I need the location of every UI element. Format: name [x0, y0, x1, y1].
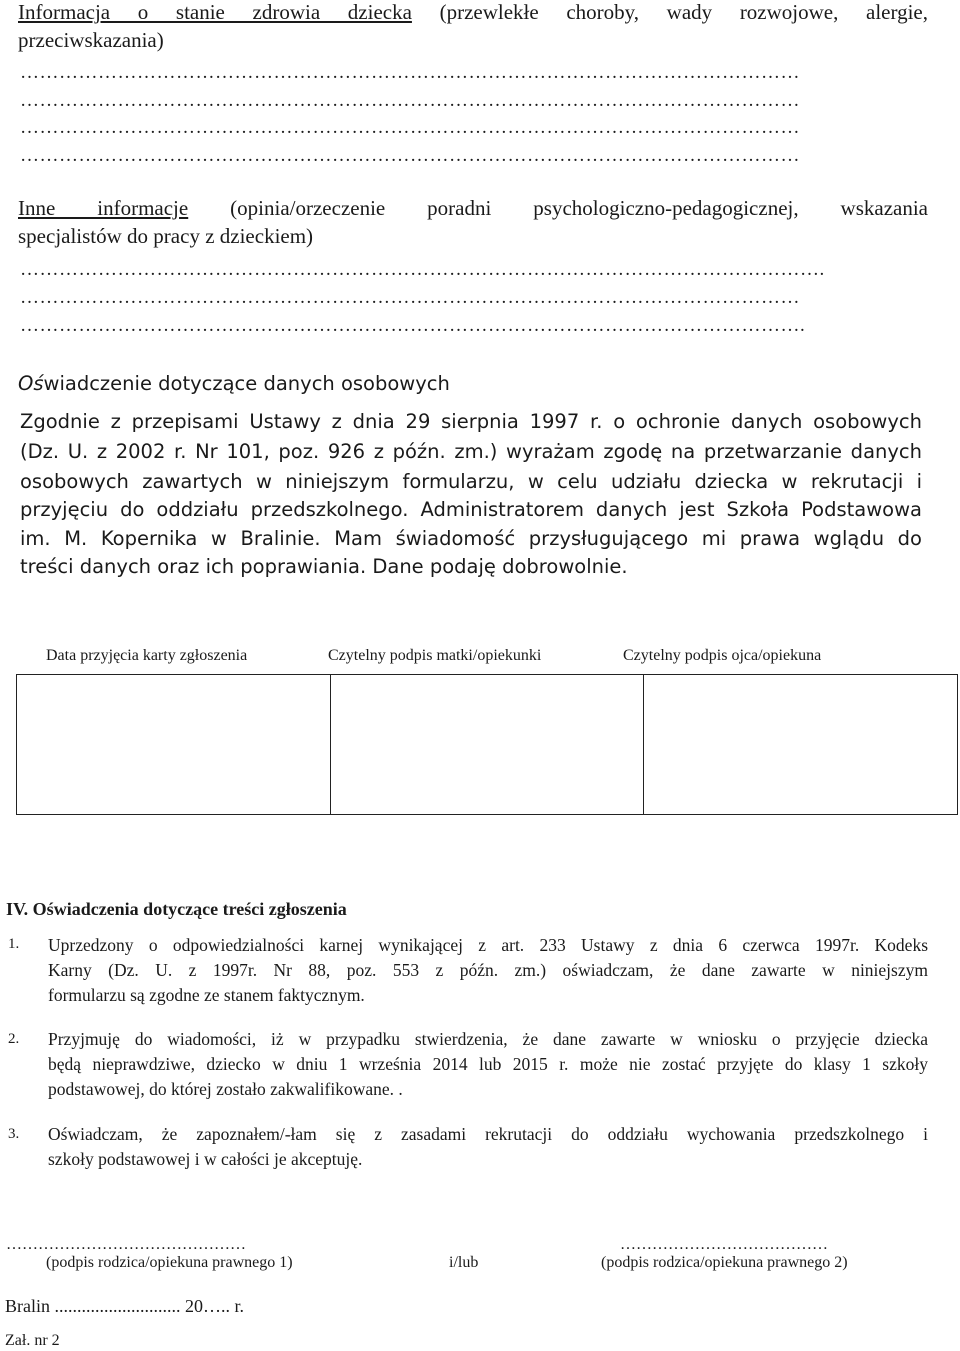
health-heading-rest: (przewlekłe choroby, wady rozwojowe, alergie, — [439, 0, 929, 24]
other-heading-rest: (opinia/orzeczenie poradni psychologiczno-pedagogicznej, wskazania — [230, 196, 928, 220]
privacy-title-part1: wiadczenie dotyczą — [43, 372, 235, 395]
privacy-line-2: (Dz. U. z 2002 r. Nr 101, poz. 926 z późn. zm.) wyrażam zgodę na przetwarzanie danych — [20, 440, 922, 463]
privacy-title — [18, 372, 450, 395]
other-dots-2: ………………………………………………………………………………………………………… — [20, 287, 800, 308]
health-dots-4: ………………………………………………………………………………………………………… — [20, 145, 800, 166]
section4-title: IV. Oświadczenia dotyczące treści zgłoszenia — [6, 899, 347, 919]
item-2-line-3: podstawowej, do której zostało zakwalifikowane. . — [48, 1079, 403, 1099]
table-header-date: Data przyjęcia karty zgłoszenia — [46, 647, 248, 664]
father-signature-cell[interactable] — [644, 675, 956, 814]
item-2-line-2: będą nieprawdziwe, dziecko w dniu 1 września 2014 lub 2015 r. może nie zostać przyjęte do klasy 1 szkoły — [48, 1054, 928, 1074]
other-heading-line2: specjalistów do pracy z dzieckiem) — [18, 224, 314, 248]
signature-dots-left: ……………………………………… — [6, 1236, 246, 1253]
privacy-line-5: im. M. Kopernika w Bralinie. Mam świadomość przysługującego mi prawa wglądu do — [20, 527, 922, 550]
privacy-title-italic: Oś — [18, 372, 44, 395]
item-1 — [48, 933, 928, 1008]
item-3-line-1: Oświadczam, że zapoznałem/-łam się z zasadami rekrutacji do oddziału wychowania przedszkolnego i — [48, 1124, 928, 1144]
health-heading-line2: przeciwskazania) — [18, 28, 164, 52]
other-dots-3: …………………………………………………………………………………………………………. — [20, 315, 806, 336]
item-2-number: 2. — [8, 1031, 20, 1047]
table-header-mother: Czytelny podpis matki/opiekunki — [328, 647, 542, 664]
item-1-number: 1. — [8, 936, 20, 952]
privacy-line-1: Zgodnie z przepisami Ustawy z dnia 29 sierpnia 1997 r. o ochronie danych osobowych — [20, 410, 922, 433]
health-dots-2: ………………………………………………………………………………………………………… — [20, 90, 800, 111]
item-1-line-3: formularzu są zgodne ze stanem faktycznym. — [48, 985, 365, 1005]
item-3 — [48, 1122, 928, 1172]
table-header-father: Czytelny podpis ojca/opiekuna — [623, 647, 822, 664]
item-1-line-2: Karny (Dz. U. z 1997r. Nr 88, poz. 553 z późn. zm.) oświadczam, że dane zawarte w niniejszym — [48, 960, 928, 980]
other-label: Inne informacje — [18, 196, 189, 220]
place-date-line: Bralin ............................ 20….. r. — [5, 1296, 244, 1316]
signature-dots-right: ………………………………… — [620, 1236, 828, 1253]
health-heading — [18, 0, 928, 25]
health-dots-3: ………………………………………………………………………………………………………… — [20, 117, 800, 138]
item-3-number: 3. — [8, 1126, 20, 1142]
signature-conjunction: i/lub — [449, 1254, 479, 1271]
item-2-line-1: Przyjmuję do wiadomości, iż w przypadku stwierdzenia, że dane zawarte w wniosku o przyjęcie dziecka — [48, 1029, 928, 1049]
other-heading — [18, 196, 928, 221]
signature-table — [16, 674, 958, 815]
health-dots-1: ………………………………………………………………………………………………………… — [20, 62, 800, 83]
other-dots-1: ……………………………………………………………………………………………………………. — [20, 259, 825, 280]
privacy-line-3: osobowych zawartych w niniejszym formularzu, w celu udziału dziecka w rekrutacji i — [20, 470, 922, 493]
item-1-line-1: Uprzedzony o odpowiedzialności karnej wynikającej z art. 233 Ustawy z dnia 6 czerwca 1997r. Kodeks — [48, 935, 928, 955]
privacy-line-4: przyjęciu do oddziału przedszkolnego. Administratorem danych jest Szkoła Podstawowa — [20, 498, 922, 521]
privacy-title-part2: ce danych osobowych — [234, 372, 450, 395]
item-3-line-2: szkoły podstawowej i w całości je akceptuję. — [48, 1149, 363, 1169]
mother-signature-cell[interactable] — [331, 675, 644, 814]
signature-label-2: (podpis rodzica/opiekuna prawnego 2) — [601, 1254, 848, 1271]
attachment-number: Zał. nr 2 — [5, 1332, 60, 1349]
signature-label-1: (podpis rodzica/opiekuna prawnego 1) — [46, 1254, 293, 1271]
date-cell[interactable] — [17, 675, 331, 814]
privacy-line-6: treści danych oraz ich poprawiania. Dane podaję dobrowolnie. — [20, 555, 628, 578]
health-label: Informacja o stanie zdrowia dziecka — [18, 0, 412, 24]
item-2 — [48, 1027, 928, 1102]
